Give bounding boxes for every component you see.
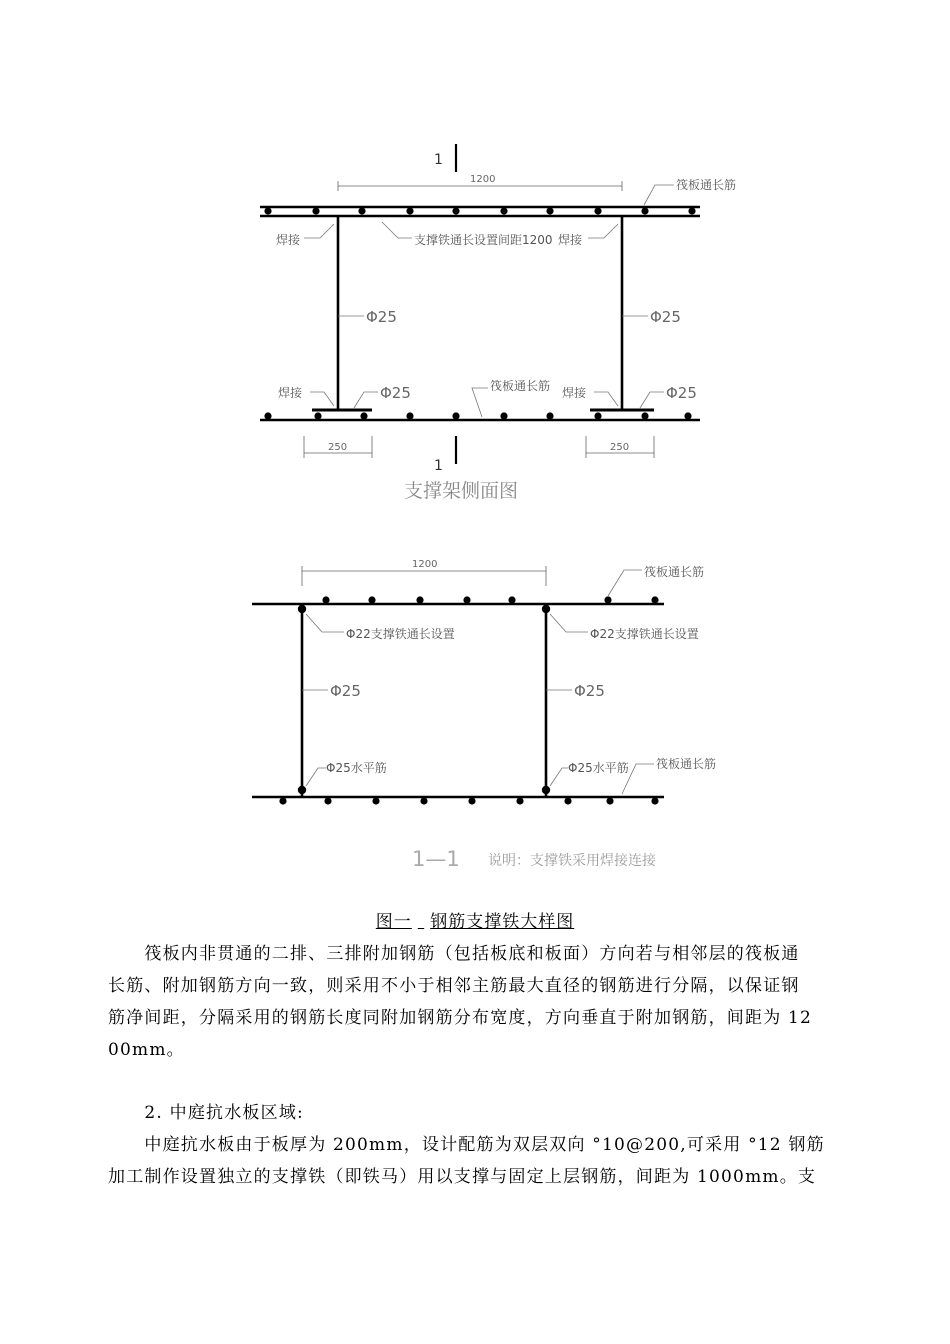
text-line: 加工制作设置独立的支撑铁（即铁马）用以支撑与固定上层钢筋，间距为 1000mm。支 bbox=[108, 1167, 817, 1187]
text-line: 2. 中庭抗水板区域: bbox=[108, 1103, 304, 1123]
section-bottom-rebar-dots bbox=[279, 786, 658, 805]
bottom-rebar-dots bbox=[264, 412, 691, 419]
section-note: 说明：支撑铁采用焊接连接 bbox=[488, 853, 656, 869]
text-line: 00mm。 bbox=[108, 1040, 185, 1060]
text-line: 中庭抗水板由于板厚为 200mm，设计配筋为双层双向 °10@200,可采用 °12 钢筋 bbox=[108, 1135, 825, 1155]
figure-side-view bbox=[260, 144, 736, 502]
section-mark-top: 1 bbox=[434, 152, 443, 168]
top-rebar-dots bbox=[264, 207, 695, 214]
figure-caption bbox=[0, 907, 950, 932]
dimension-1200-section: 1200 bbox=[412, 559, 438, 570]
top-bar-label: 筏板通长筋 bbox=[676, 178, 737, 192]
section-phi25-right: Φ25 bbox=[574, 682, 605, 700]
phi25-left-post: Φ25 bbox=[366, 308, 397, 326]
phi25-bottom-left: Φ25 bbox=[380, 384, 411, 402]
section-mark-bottom: 1 bbox=[434, 458, 443, 474]
phi25-horizontal-right: Φ25水平筋 bbox=[568, 761, 629, 775]
paragraph-rebar-spacing bbox=[108, 938, 860, 1066]
section-title: 1—1 bbox=[412, 847, 460, 871]
figure-title: 钢筋支撑铁大样图 bbox=[430, 912, 575, 932]
figure-number: 图一 bbox=[375, 912, 412, 932]
phi25-horizontal-left: Φ25水平筋 bbox=[326, 761, 387, 775]
weld-label-left: 焊接 bbox=[276, 233, 301, 247]
dimension-250-right: 250 bbox=[610, 442, 630, 453]
support-note: 支撑铁通长设置间距1200 bbox=[414, 233, 553, 247]
weld-label-bottom-right: 焊接 bbox=[562, 386, 587, 400]
section-phi25-left: Φ25 bbox=[330, 682, 361, 700]
section-bottom-bar-label: 筏板通长筋 bbox=[656, 757, 717, 771]
dimension-250-left: 250 bbox=[328, 442, 348, 453]
phi22-label-right: Φ22支撑铁通长设置 bbox=[590, 627, 699, 641]
weld-label-right: 焊接 bbox=[558, 233, 583, 247]
text-line: 筏板内非贯通的二排、三排附加钢筋（包括板底和板面）方向若与相邻层的筏板通 bbox=[108, 944, 800, 964]
phi22-label-left: Φ22支撑铁通长设置 bbox=[346, 627, 455, 641]
text-line: 长筋、附加钢筋方向一致，则采用不小于相邻主筋最大直径的钢筋进行分隔，以保证钢 bbox=[108, 976, 800, 996]
phi25-bottom-right: Φ25 bbox=[666, 384, 697, 402]
phi25-right-post: Φ25 bbox=[650, 308, 681, 326]
section-top-bar-label: 筏板通长筋 bbox=[644, 565, 705, 579]
dimension-1200-top: 1200 bbox=[470, 174, 496, 185]
text-line: 筋净间距，分隔采用的钢筋长度同附加钢筋分布宽度，方向垂直于附加钢筋，间距为 12 bbox=[108, 1008, 813, 1028]
weld-label-bottom-left: 焊接 bbox=[278, 386, 303, 400]
figure-side-view-title: 支撑架侧面图 bbox=[404, 480, 519, 502]
figure-section-view bbox=[252, 559, 716, 871]
bottom-bar-label: 筏板通长筋 bbox=[490, 379, 551, 393]
paragraph-atrium-slab bbox=[108, 1097, 860, 1193]
